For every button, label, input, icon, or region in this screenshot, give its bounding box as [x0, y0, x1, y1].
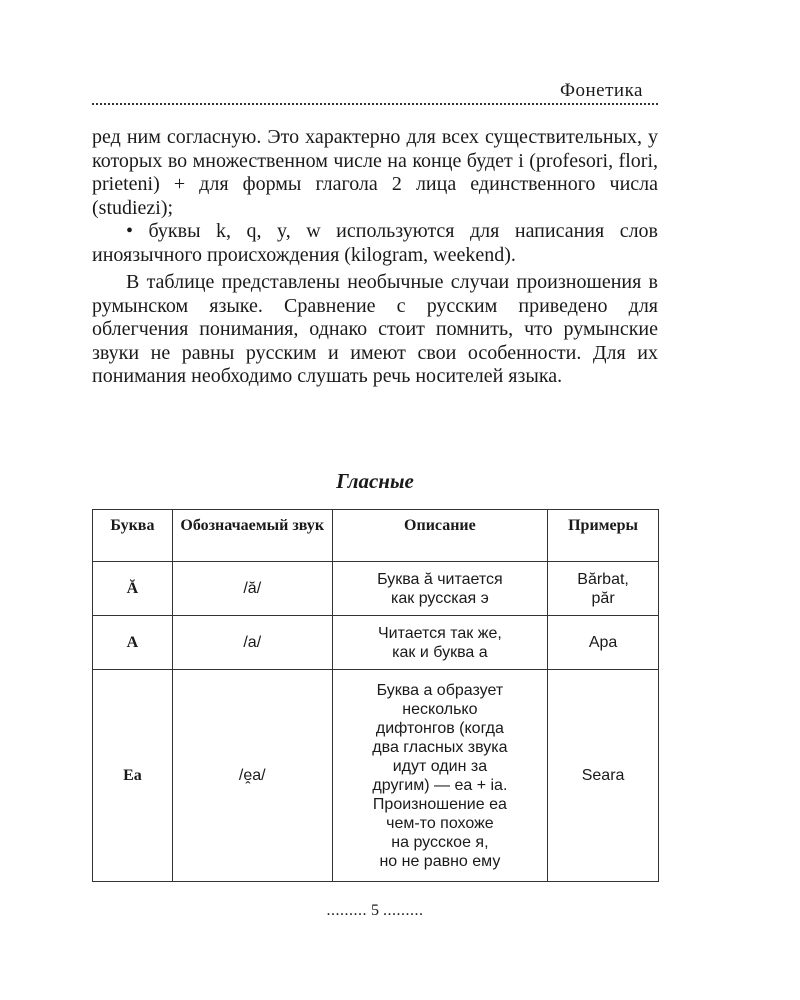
header-examples: Примеры	[548, 510, 659, 562]
header-letter: Буква	[93, 510, 173, 562]
cell-sound: /ă/	[172, 562, 332, 616]
footer-dots-right: .........	[383, 902, 424, 919]
body-text	[92, 126, 658, 389]
cell-sound: /ḙa/	[172, 670, 332, 882]
running-header: Фонетика	[560, 80, 643, 101]
table-title: Гласные	[336, 469, 414, 493]
cell-examples: Apa	[548, 616, 659, 670]
table-row	[93, 616, 659, 670]
table-row	[93, 562, 659, 616]
table-header-row	[93, 510, 659, 562]
vowels-table	[92, 509, 659, 882]
table-row	[93, 670, 659, 882]
cell-description: Буква ă читается как русская э	[332, 562, 548, 616]
header-sound: Обозначаемый звук	[172, 510, 332, 562]
page-number: 5	[371, 902, 379, 919]
cell-description: Читается так же, как и буква а	[332, 616, 548, 670]
cell-examples: Bărbat, păr	[548, 562, 659, 616]
page-footer	[0, 902, 750, 920]
header-description: Описание	[332, 510, 548, 562]
cell-sound: /a/	[172, 616, 332, 670]
cell-letter: Ă	[93, 562, 173, 616]
cell-examples: Seara	[548, 670, 659, 882]
cell-letter: A	[93, 616, 173, 670]
cell-description: Буква a образует несколько дифтонгов (когда два гласных звука идут один за другим) — ea + ia. Произношение ea чем-то похоже на русское я, но не равно ему	[332, 670, 548, 882]
paragraph-3: В таблице представлены необычные случаи произношения в румынском языке. Сравнение с русским приведено для облегчения понимания, однако стоит помнить, что румынские звуки не равны русским и имеют свои особенности. Для их понимания необходимо слушать речь носителей языка.	[92, 271, 658, 387]
paragraph-1: ред ним согласную. Это характерно для всех существительных, у которых во множественном числе на конце будет i (profesori, flori, prieteni) + для формы глагола 2 лица единственного числа (studiezi);	[92, 126, 658, 219]
cell-letter: Ea	[93, 670, 173, 882]
footer-dots-left: .........	[326, 902, 367, 919]
header-divider	[92, 103, 658, 105]
paragraph-2: • буквы k, q, y, w используются для написания слов иноязычного происхождения (kilogram, weekend).	[92, 220, 658, 266]
